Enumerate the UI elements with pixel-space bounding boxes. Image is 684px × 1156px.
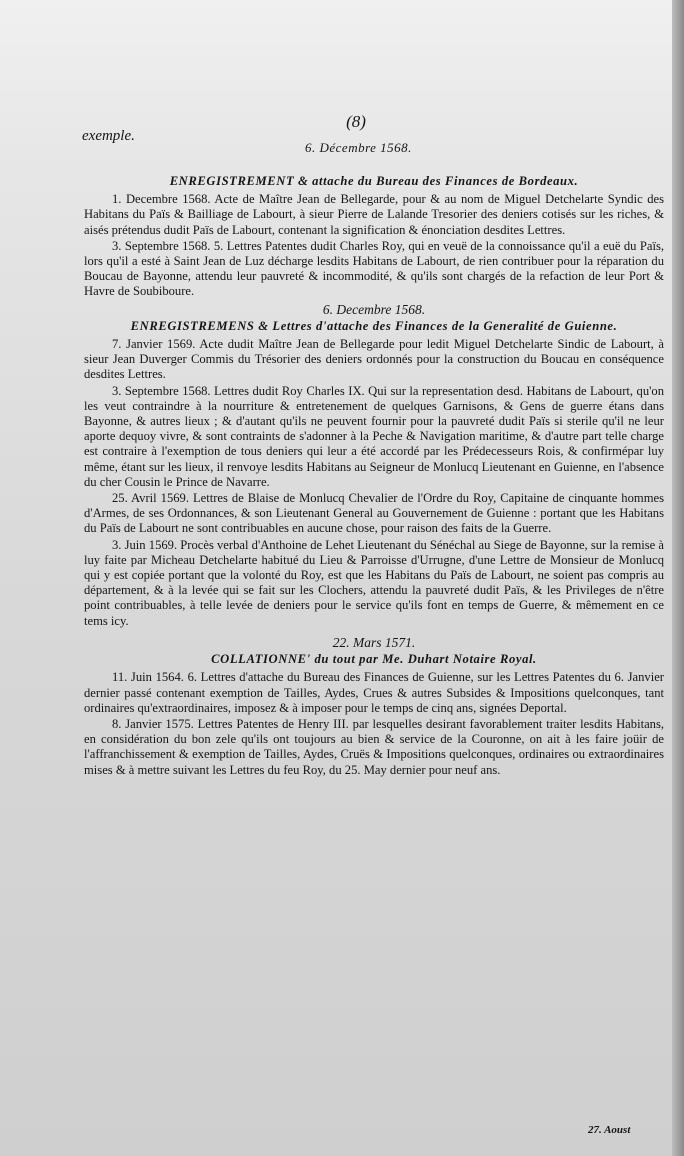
page-number: (8) — [346, 112, 366, 131]
top-date: 6. Décembre 1568. — [305, 140, 412, 155]
section-heading: COLLATIONNE' du tout par Me. Duhart Notaire Royal. — [211, 652, 537, 667]
section-date: 6. Decembre 1568. — [322, 301, 426, 317]
page-gutter-shadow — [672, 0, 684, 1156]
section-date: 22. Mars 1571. — [332, 634, 416, 650]
entry-paragraph: 1. Decembre 1568. Acte de Maître Jean de Bellegarde, pour & au nom de Miguel Detchelarte Syndic des Habitans du Païs & Bailliage de Labourt, à sieur Pierre de Lalande Tresorier des deniers cotisés sur les riches, & aisés prétendus dudit Païs de Labourt, contenant la signification & énonciation desdites Lettres. — [84, 192, 664, 237]
section-heading: ENREGISTREMENS & Lettres d'attache des Finances de la Generalité de Guienne. — [130, 318, 618, 333]
entry-paragraph: 25. Avril 1569. Lettres de Blaise de Monlucq Chevalier de l'Ordre du Roy, Capitaine de cinquante hommes d'Armes, de ses Ordonnances, & son Lieutenant General au Gouvernement de Guienne : portant que les Habitans du Païs de Labourt ne sont contribuables en aucune chose, pour raison des faits de la Guerre. — [84, 491, 664, 536]
entry-paragraph: 3. Septembre 1568. 5. Lettres Patentes dudit Charles Roy, qui en veuë de la connoissance qu'il a euë du Païs, lors qu'il a esté à Saint Jean de Luz décharge lesdits Habitans de Labourt, de rien contribuer pour la réparation du Boucau de Bayonne, attendu leur pauvreté & incommodité, & qu'ils sont chargés de la refaction de leur Port & Havre de Soubiboure. — [84, 238, 664, 299]
section-heading: ENREGISTREMENT & attache du Bureau des Finances de Bordeaux. — [169, 174, 579, 188]
entry-paragraph: 7. Janvier 1569. Acte dudit Maître Jean de Bellegarde pour ledit Miguel Detchelarte Sindic de Labourt, à sieur Jean Duverger Commis du Trésorier des deniers ordonnés pour la construction du Boucau en conséquence desdites Lettres. — [84, 337, 664, 382]
entry-paragraph: 8. Janvier 1575. Lettres Patentes de Henry III. par lesquelles desirant favorablement traiter lesdits Habitans, en considération du bon zele qu'ils ont toujours au bien & service de la Couronne, on ait à les faire joüir de l'affranchissement & exemption de Tailles, Aydes, Cruës & Impositions quelconques, ordinaires ou extraordinaires mises & à mettre suivant les Lettres du feu Roy, du 25. May dernier pour neuf ans. — [84, 716, 664, 777]
entry-paragraph: 3. Septembre 1568. Lettres dudit Roy Charles IX. Qui sur la representation desd. Habitans de Labourt, qu'on les veut contraindre à la nourriture & entretenement de quelques Garnisons, & Gens de guerre étans dans Bayonne, & autres lieux ; & d'autant qu'ils ne peuvent fournir pour la pauvreté dudit Païs si sterile qu'il ne leur aporte dequoy vivre, & sont contraints de s'adonner à la Peche & Navigation maritime, & d'autre part telle charge est contraire à l'exemption de tous deniers qui leur a été accordé par les Prédecesseurs Rois, & confirmépar luy même, étant sur les lieux, il renvoye lesdits Habitans au Seigneur de Monlucq Lieutenant en Guienne, en l'absence du cher Cousin le Prince de Navarre. — [84, 383, 664, 489]
entry-paragraph: 3. Juin 1569. Procès verbal d'Anthoine de Lehet Lieutenant du Sénéchal au Siege de Bayonne, sur la remise à luy faite par Micheau Detchelarte habitué du Lieu & Parroisse d'Urrugne, d'une Lettre de Monsieur de Monlucq qui y est copiée portant que la volonté du Roy, est que les Habitans du Païs de Labourt, ne soient pas compris au département, & à la levée qui se fait sur les Clochers, attendu la pauvreté dudit Païs, & les Privileges de n'être point contribuables, à telle levée de deniers pour le service qu'ils font en temps de Guerre, & mêmement en ce tems icy. — [84, 537, 664, 628]
entry-paragraph: 11. Juin 1564. 6. Lettres d'attache du Bureau des Finances de Guienne, sur les Lettres Patentes du 6. Janvier dernier passé contenant exemption de Tailles, Aydes, Crues & autres Subsides & Impositions quelconques, tant ordinaires qu'extraordinaires, imposez & à imposer pour le temps de cinq ans, signées Deportal. — [84, 670, 664, 715]
catchword: 27. Aoust — [588, 1124, 631, 1136]
document-body — [84, 172, 664, 779]
margin-note: exemple. — [82, 128, 135, 144]
